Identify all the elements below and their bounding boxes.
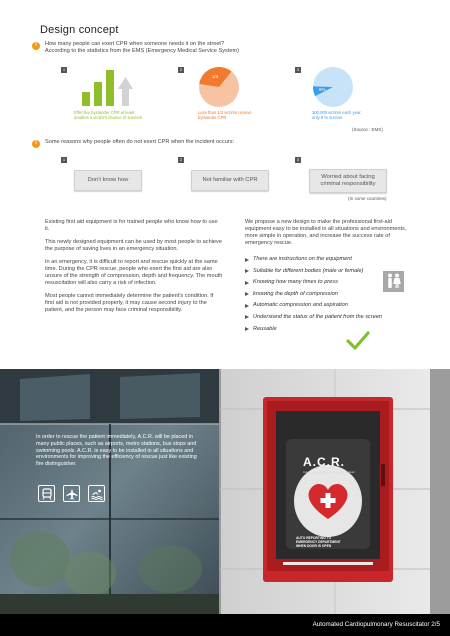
triangle-bullet-icon [245,327,249,331]
feature-item: knowing the depth of compression [245,291,413,298]
device-notice-line1: AUTO REPORTING TO [296,536,332,540]
device-name: A.C.R. [303,455,345,469]
feature-item: There are instructions on the equipment [245,256,413,263]
transport-icons [38,485,105,502]
device-notice-line2: EMERGENCY DEPARTMENT [296,540,341,544]
number-badge-1: 1 [62,157,66,162]
device-notice-line3: WHEN DOOR IS OPEN [296,544,332,548]
left-paragraph-2: This newly designed equipment can be used by most people to achieve the purpose of saving lives in an emergency situation. [45,239,222,252]
left-paragraph-1: Existing first aid equipment is for trained people who know how to use it. [45,219,218,232]
question-2-text: Some reasons why people often do not exert CPR when the incident occurs: [45,139,235,145]
pie-slice-label: 1/3 [211,74,219,80]
feature-item: Understand the status of the patient from the screen [245,314,413,321]
right-intro: We propose a new design to make the professional first-aid equipment easy to be installed in all situations and environments, more simple in operation, and increase the success rate of emergency rescue. [245,219,407,246]
left-text-column [45,219,223,320]
stat-2-line2: bystander CPR [198,115,227,120]
page-title: Design concept [40,24,119,36]
triangle-bullet-icon [245,281,249,285]
triangle-bullet-icon [245,258,249,262]
device-subtitle: Automated Cardiopulmonary Resuscitator [303,470,355,474]
number-badge-3: 3 [296,157,300,162]
reason-box-3 [309,169,387,193]
stat-2-line1: Less than 1/3 victims receive [198,110,252,115]
left-paragraph-4: Most people cannot immediately determine the patient's condition. If first aid is not provided properly, it may cause second injury to the patient, and the person may face criminal responsibility. [45,293,214,313]
country-note: (In some countries) [348,196,387,201]
growth-bars-icon [80,66,140,106]
check-icon [346,331,370,351]
pie-chart-eight-percent [312,66,354,108]
footer-text: Automated Cardiopulmonary Resuscitator 2/5 [312,621,440,628]
airplane-icon [63,485,80,502]
question-1-line2: According to the statistics from the EMS (Emergency Medical Service System) [45,48,239,55]
question-1 [32,41,239,55]
reason-3-line1: Worried about facing [321,174,375,180]
number-badge-2: 2 [179,67,183,72]
number-badge-3: 3 [296,67,300,72]
triangle-bullet-icon [245,292,249,296]
swimming-icon [88,485,105,502]
reason-box-2 [191,170,269,191]
feature-item: Automatic compression and aspiration [245,302,413,309]
source-note: (Source : EMS) [352,127,383,132]
stat-1-line2: doubles a victim's chance of survival [74,115,142,120]
feature-item: Knowing how many times to press [245,279,413,286]
number-badge-2: 2 [179,157,183,162]
reason-1-text: Don't know how [87,177,129,183]
warning-icon: ! [32,42,40,50]
feature-item: Reusable [245,326,413,333]
number-badge-1: 1 [62,67,66,72]
pie-chart-one-third [198,66,240,108]
stat-1-line1: Effective bystander CPR at least [74,110,135,115]
feature-item: Suitable for different bodies (male or female) [245,268,413,275]
pie-slice-label: 8% [319,86,326,92]
question-1-line1: How many people can exert CPR when someone needs it on the street? [45,41,225,47]
question-2 [32,139,234,148]
footer-bar [0,614,450,636]
family-icon [383,271,404,292]
left-paragraph-3: In an emergency, it is difficult to report and rescue quickly at the same time. During the CPR rescue, people who exert the first aid are also unsure of the strength of compression, depth and frequency. The mouth resuscitation will also carry a risk of infection. [45,259,223,286]
stat-2-caption [198,110,252,120]
stat-3-caption [312,110,362,120]
triangle-bullet-icon [245,315,249,319]
reason-box-1 [74,170,142,191]
photo-overlay-text: In order to rescue the patient immediately, A.C.R. will be placed in many public places, such as airports, metro stations, bus stops and swimming pools. A.C.R. is easy to be installed in all situations and environments for improving the efficiency of rescue just like existing fire distinguisher. [36,434,197,468]
triangle-bullet-icon [245,304,249,308]
stat-3-line1: 300,000 victims each year, [312,110,362,115]
reason-2-text: Not familiar with CPR [202,177,258,183]
device-notice [296,536,341,548]
reason-3-line2: criminal responsibility [320,181,376,187]
train-icon [38,485,55,502]
warning-icon: ! [32,140,40,148]
stat-1-caption [74,110,142,120]
triangle-bullet-icon [245,269,249,273]
stat-3-line2: only 8 % survive [312,115,343,120]
